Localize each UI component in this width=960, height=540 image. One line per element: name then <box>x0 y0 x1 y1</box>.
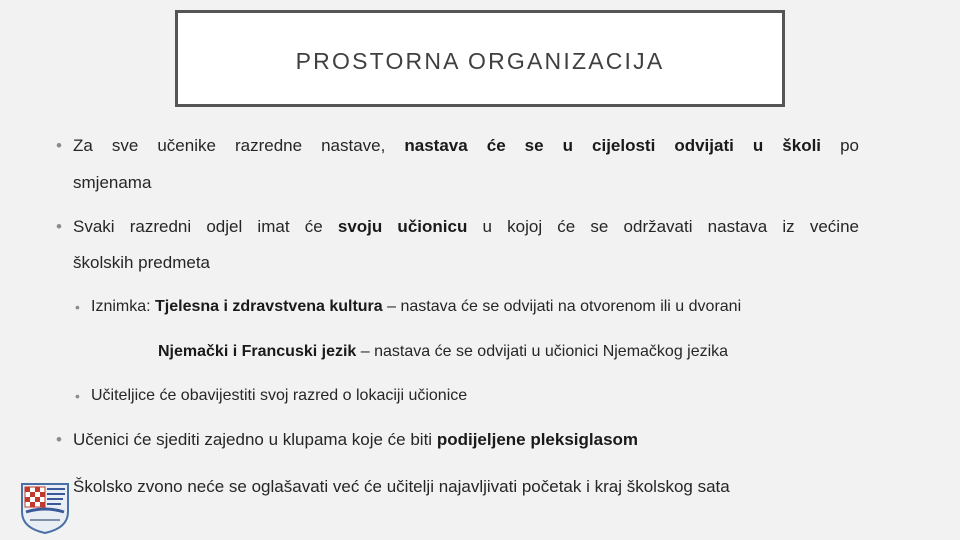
bullet-2-bold: svoju učionicu <box>337 217 468 236</box>
bullet-1-text-end: po <box>840 136 859 155</box>
sub-bullet-marker: • <box>75 299 80 315</box>
bullet-3-bold: podijeljene pleksiglasom <box>436 430 639 449</box>
bullet-marker: • <box>56 217 62 236</box>
title-box <box>175 10 785 107</box>
bullet-2-line-2: školskih predmeta <box>73 253 211 272</box>
slide-title: PROSTORNA ORGANIZACIJA <box>295 48 665 74</box>
bullet-2-text: Svaki razredni odjel imat će <box>73 217 323 236</box>
bullet-1-line-1 <box>73 136 859 156</box>
bullet-marker: • <box>56 136 62 155</box>
sub-bullet-2: Učiteljice će obavijestiti svoj razred o lokaciji učionice <box>91 387 468 404</box>
sub-bullet-marker: • <box>75 388 80 404</box>
bullet-1-bold: nastava će se u cijelosti odvijati u školi <box>404 136 822 155</box>
sub-bullet-1b-text: – nastava će se odvijati u učionici Njemačkog jezika <box>360 343 729 360</box>
bullet-2-text-end: u kojoj će se održavati nastava iz većine <box>482 217 859 236</box>
sub-bullet-1-bold: Tjelesna i zdravstvena kultura <box>155 298 383 315</box>
school-crest-icon <box>16 478 74 534</box>
bullet-1-line-2: smjenama <box>73 173 152 192</box>
bullet-3 <box>73 430 638 450</box>
sub-bullet-1-text: – nastava će se odvijati na otvorenom ili u dvorani <box>387 298 742 315</box>
sub-bullet-1b-bold: Njemački i Francuski jezik <box>158 343 357 360</box>
sub-bullet-1-continuation <box>158 342 728 362</box>
bullet-marker: • <box>56 430 62 449</box>
bullet-4: Školsko zvono neće se oglašavati već će učitelji najavljivati početak i kraj školskog sata <box>73 477 730 496</box>
bullet-3-text: Učenici će sjediti zajedno u klupama koje će biti <box>73 430 433 449</box>
sub-bullet-1-label: Iznimka: <box>91 298 151 315</box>
sub-bullet-1 <box>91 297 741 317</box>
bullet-1-text: Za sve učenike razredne nastave, <box>73 136 386 155</box>
bullet-2-line-1 <box>73 217 859 237</box>
